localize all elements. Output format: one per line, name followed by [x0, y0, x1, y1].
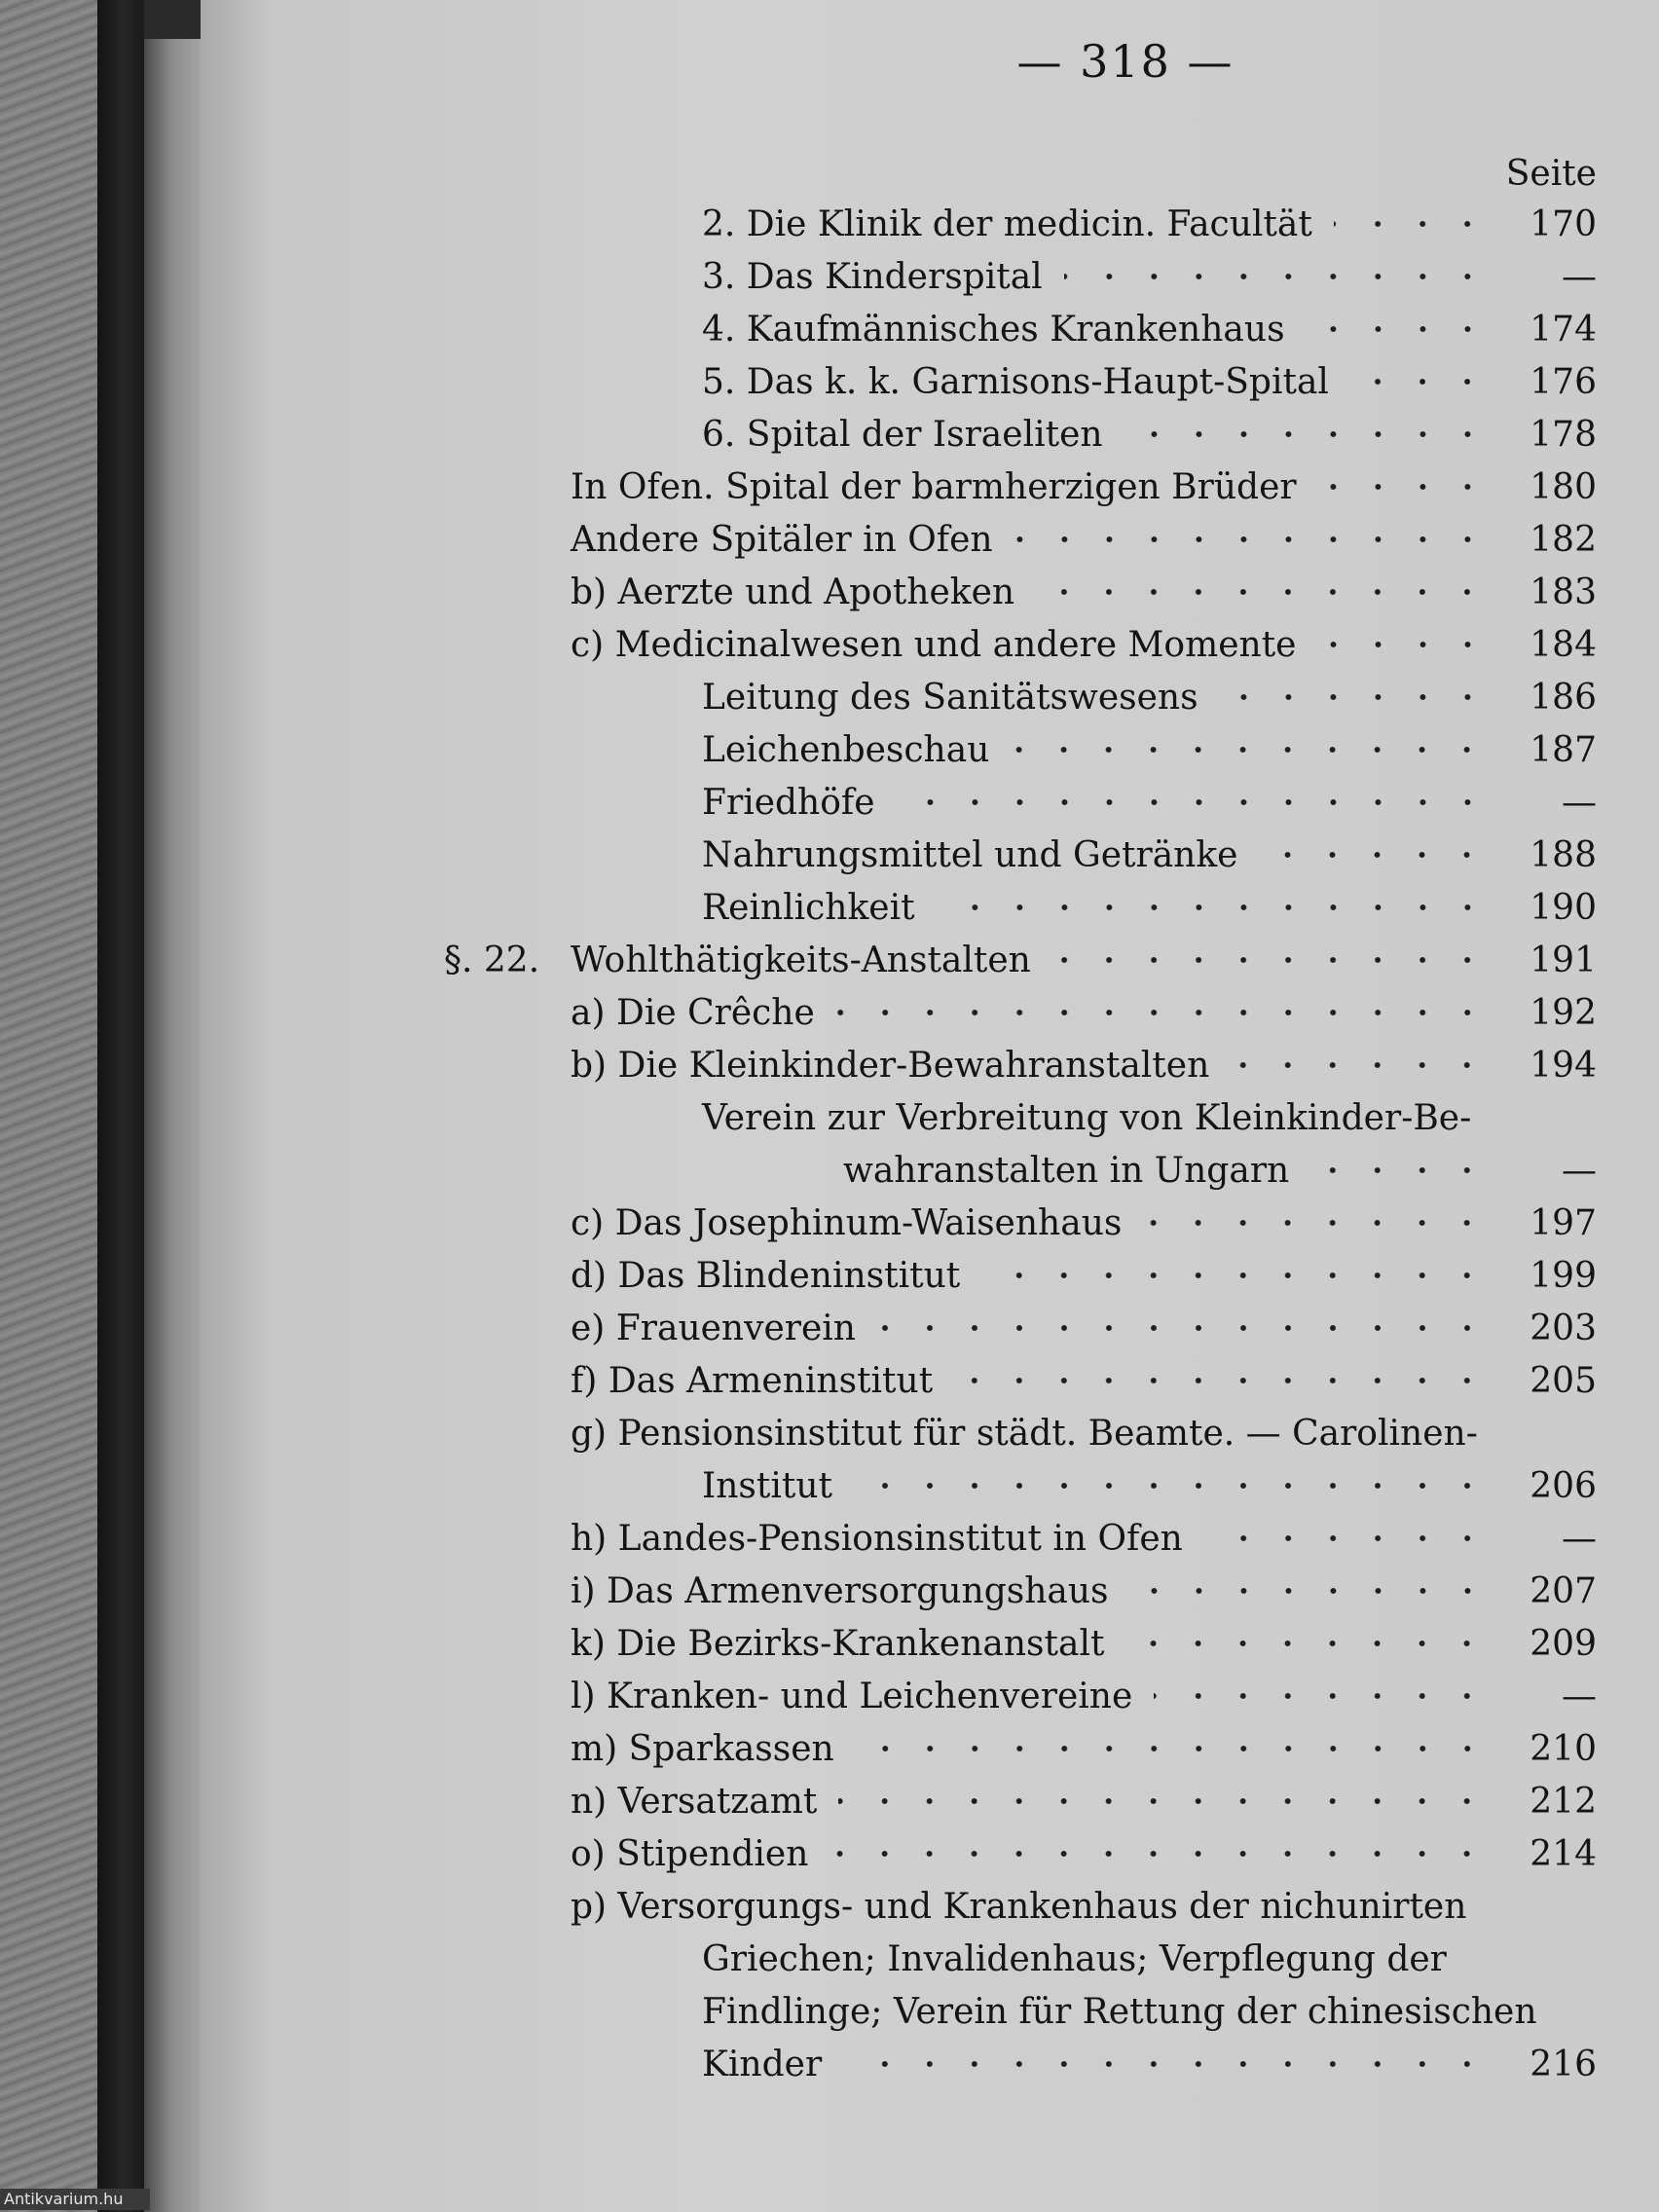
toc-page-number: 203 — [1530, 1308, 1597, 1348]
toc-entry — [201, 1566, 1597, 1616]
toc-entry — [201, 1776, 1597, 1826]
toc-page-number: 207 — [1530, 1570, 1597, 1611]
dot-leader — [1154, 1692, 1490, 1700]
toc-entry — [201, 830, 1597, 880]
toc-page-number: 216 — [1530, 2044, 1597, 2084]
toc-entry — [201, 461, 1597, 512]
dot-leader — [1334, 220, 1490, 228]
toc-entry-title: Griechen; Invalidenhaus; Verpflegung der — [702, 1938, 1447, 1979]
toc-entry-title: wahranstalten in Ungarn — [843, 1150, 1290, 1191]
toc-page-number: 194 — [1530, 1045, 1597, 1086]
toc-entry — [201, 1303, 1597, 1353]
dot-leader — [981, 1272, 1490, 1279]
toc-page-number: 210 — [1530, 1728, 1597, 1769]
dot-leader — [836, 1009, 1490, 1016]
toc-entry — [201, 514, 1597, 565]
toc-entry-title: 4. Kaufmännisches Krankenhaus — [702, 309, 1285, 350]
toc-entry-title: i) Das Armenversorgungshaus — [571, 1570, 1109, 1611]
toc-entry-title: 6. Spital der Israeliten — [702, 414, 1103, 455]
dot-leader — [856, 1745, 1490, 1752]
toc-entry — [201, 1671, 1597, 1721]
toc-entry — [201, 199, 1597, 249]
toc-page-number: 176 — [1530, 361, 1597, 402]
toc-entry-title: In Ofen. Spital der barmherzigen Brüder — [571, 466, 1297, 507]
page-column-header: Seite — [1505, 154, 1597, 194]
toc-entry — [201, 409, 1597, 460]
toc-entry-title: k) Die Bezirks-Krankenanstalt — [571, 1623, 1105, 1664]
toc-page-number: — — [1562, 1150, 1597, 1191]
toc-page-number: 212 — [1530, 1781, 1597, 1822]
toc-entry-title: Kinder — [702, 2044, 823, 2084]
toc-entry — [201, 1250, 1597, 1301]
dot-leader — [1318, 641, 1491, 648]
toc-entry — [201, 1460, 1597, 1511]
toc-entry-title: m) Sparkassen — [571, 1728, 834, 1769]
toc-entry-title: Leichenbeschau — [702, 729, 990, 770]
toc-page-number: 214 — [1530, 1833, 1597, 1874]
toc-entry-title: d) Das Blindeninstitut — [571, 1255, 961, 1296]
toc-page-number: 180 — [1530, 466, 1597, 507]
toc-page-number: 191 — [1530, 940, 1597, 980]
toc-entry — [201, 1618, 1597, 1669]
toc-page-number: 205 — [1530, 1360, 1597, 1401]
toc-entry — [201, 935, 1597, 985]
toc-page-number: — — [1562, 782, 1597, 823]
adjacent-page-edge — [0, 0, 97, 2212]
toc-page-number: 190 — [1530, 887, 1597, 928]
toc-page-number: 192 — [1530, 992, 1597, 1033]
dot-leader — [843, 2060, 1490, 2068]
section-number: §. 22. — [444, 940, 540, 980]
dot-leader — [1064, 273, 1490, 280]
dot-leader — [877, 1324, 1490, 1332]
toc-entry-title: Friedhöfe — [702, 782, 875, 823]
toc-entry-title: h) Landes-Pensionsinstitut in Ofen — [571, 1518, 1183, 1559]
toc-entry-title: Nahrungsmittel und Getränke — [702, 834, 1238, 875]
toc-page-number: 174 — [1530, 309, 1597, 350]
dot-leader — [954, 1377, 1490, 1384]
toc-entry-title: Reinlichkeit — [702, 887, 915, 928]
toc-entry-title: e) Frauenverein — [571, 1308, 856, 1348]
toc-entry-title: Leitung des Sanitätswesens — [702, 677, 1198, 718]
dot-leader — [830, 1850, 1490, 1858]
dot-leader — [1036, 588, 1490, 596]
toc-entry-title: Findlinge; Verein für Rettung der chinesischen — [702, 1991, 1537, 2032]
toc-entry — [201, 1355, 1597, 1406]
toc-page-number: 199 — [1530, 1255, 1597, 1296]
toc-entry-title: l) Kranken- und Leichenvereine — [571, 1676, 1133, 1716]
toc-entry — [201, 724, 1597, 775]
toc-entry-title: Institut — [702, 1465, 832, 1506]
dot-leader — [1220, 693, 1490, 701]
dot-leader — [838, 1797, 1490, 1805]
toc-entry-title: Verein zur Verbreitung von Kleinkinder-Be- — [702, 1097, 1472, 1138]
toc-page-number: — — [1562, 256, 1597, 297]
toc-entry — [201, 1934, 1597, 1984]
toc-page-number: 178 — [1530, 414, 1597, 455]
toc-page-number: 209 — [1530, 1623, 1597, 1664]
toc-entry-title: b) Die Kleinkinder-Bewahranstalten — [571, 1045, 1210, 1086]
toc-entry — [201, 567, 1597, 617]
toc-entry — [201, 672, 1597, 722]
page-stack-edge — [144, 39, 204, 2212]
toc-entry — [201, 1513, 1597, 1564]
toc-page-number: 182 — [1530, 519, 1597, 560]
toc-entry-title: Wohlthätigkeits-Anstalten — [571, 940, 1031, 980]
dot-leader — [1204, 1534, 1490, 1542]
toc-entry-title: a) Die Crêche — [571, 992, 815, 1033]
toc-entry-title: c) Das Josephinum-Waisenhaus — [571, 1202, 1123, 1243]
dot-leader — [1231, 1061, 1490, 1069]
dot-leader — [1124, 430, 1490, 438]
page-number: — 318 — — [1016, 35, 1235, 88]
toc-entry — [201, 1986, 1597, 2037]
dot-leader — [854, 1482, 1490, 1490]
toc-entry-title: 3. Das Kinderspital — [702, 256, 1043, 297]
toc-entry — [201, 1198, 1597, 1248]
toc-entry — [201, 1828, 1597, 1879]
dot-leader — [1125, 1640, 1490, 1647]
dot-leader — [937, 903, 1490, 911]
toc-entry-title: b) Aerzte und Apotheken — [571, 571, 1015, 612]
toc-page-number: 188 — [1530, 834, 1597, 875]
toc-entry — [201, 1040, 1597, 1090]
toc-entry — [201, 1881, 1597, 1932]
toc-page-number: 183 — [1530, 571, 1597, 612]
toc-page-number: — — [1562, 1676, 1597, 1716]
toc-entry-title: g) Pensionsinstitut für städt. Beamte. — Carolinen- — [571, 1413, 1478, 1454]
dot-leader — [1350, 378, 1490, 386]
toc-entry — [201, 304, 1597, 354]
dot-leader — [897, 798, 1490, 806]
book-spine — [97, 0, 144, 2212]
toc-page-number: 170 — [1530, 203, 1597, 244]
toc-page-number: 197 — [1530, 1202, 1597, 1243]
toc-entry-title: o) Stipendien — [571, 1833, 809, 1874]
toc-entry — [201, 1145, 1597, 1196]
dot-leader — [1259, 851, 1490, 859]
toc-entry — [201, 882, 1597, 933]
toc-entry — [201, 1092, 1597, 1143]
toc-entry — [201, 356, 1597, 407]
toc-entry — [201, 987, 1597, 1038]
dot-leader — [1052, 956, 1490, 964]
toc-entry-title: Andere Spitäler in Ofen — [571, 519, 993, 560]
toc-page-number: — — [1562, 1518, 1597, 1559]
dot-leader — [1143, 1219, 1490, 1227]
dot-leader — [1130, 1587, 1490, 1595]
toc-entry-title: f) Das Armeninstitut — [571, 1360, 934, 1401]
toc-entry-title: p) Versorgungs- und Krankenhaus der nichunirten — [571, 1886, 1467, 1927]
toc-entry-title: n) Versatzamt — [571, 1781, 818, 1822]
toc-page-number: 187 — [1530, 729, 1597, 770]
dot-leader — [1310, 1166, 1490, 1174]
book-page — [201, 0, 1659, 2212]
toc-entry — [201, 251, 1597, 302]
toc-page-number: 186 — [1530, 677, 1597, 718]
toc-entry — [201, 2039, 1597, 2089]
toc-page-number: 206 — [1530, 1465, 1597, 1506]
dot-leader — [1011, 746, 1490, 754]
toc-entry — [201, 777, 1597, 828]
dot-leader — [1014, 535, 1490, 543]
toc-page-number: 184 — [1530, 624, 1597, 665]
toc-entry — [201, 1408, 1597, 1458]
toc-entry-title: c) Medicinalwesen und andere Momente — [571, 624, 1297, 665]
toc-entry-title: 2. Die Klinik der medicin. Facultät — [702, 203, 1312, 244]
toc-entry — [201, 1723, 1597, 1774]
toc-entry — [201, 619, 1597, 670]
dot-leader — [1307, 325, 1490, 333]
watermark: Antikvarium.hu — [0, 2189, 150, 2210]
dot-leader — [1318, 483, 1490, 491]
toc-entry-title: 5. Das k. k. Garnisons-Haupt-Spital — [702, 361, 1329, 402]
